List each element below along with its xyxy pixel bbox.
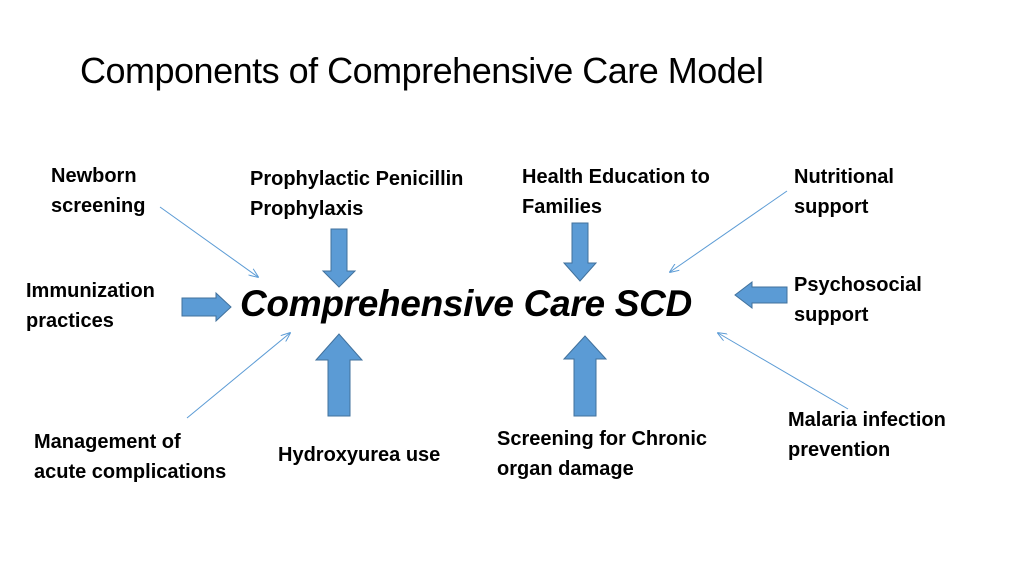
page-title: Components of Comprehensive Care Model bbox=[80, 50, 764, 91]
label-line: Nutritional bbox=[794, 166, 894, 188]
label-management-acute bbox=[34, 427, 226, 487]
thin-arrow-acute bbox=[187, 333, 290, 418]
label-nutritional-support bbox=[794, 162, 894, 222]
block-arrow-hydroxyurea bbox=[316, 334, 362, 416]
label-line: prevention bbox=[788, 439, 891, 461]
label-health-education bbox=[522, 162, 710, 222]
label-line: support bbox=[794, 196, 869, 218]
label-line: Families bbox=[522, 196, 603, 218]
label-hydroxyurea bbox=[278, 440, 440, 470]
label-screening-chronic bbox=[497, 424, 707, 484]
label-immunization-practices bbox=[26, 276, 155, 336]
label-psychosocial-support bbox=[794, 270, 922, 330]
block-arrow-screening-chronic bbox=[564, 336, 606, 416]
label-line: support bbox=[794, 304, 869, 326]
label-line: Newborn bbox=[51, 165, 137, 187]
label-line: Health Education to bbox=[522, 166, 710, 188]
label-line: Management of bbox=[34, 431, 181, 453]
label-line: Prophylactic Penicillin bbox=[250, 168, 464, 190]
label-line: Psychosocial bbox=[794, 274, 922, 296]
block-arrow-psychosocial bbox=[735, 282, 787, 308]
label-line: Immunization bbox=[26, 280, 155, 302]
label-line: organ damage bbox=[497, 458, 634, 480]
thin-arrow-newborn bbox=[160, 207, 258, 277]
label-line: Prophylaxis bbox=[250, 198, 364, 220]
label-line: Screening for Chronic bbox=[497, 428, 708, 450]
label-prophylactic-penicillin bbox=[250, 164, 463, 224]
thin-arrow-malaria bbox=[718, 333, 848, 409]
label-newborn-screening bbox=[51, 161, 145, 221]
block-arrow-penicillin bbox=[323, 229, 355, 287]
label-line: acute complications bbox=[34, 461, 227, 483]
block-arrow-health-education bbox=[564, 223, 596, 281]
label-malaria-prevention bbox=[788, 405, 946, 465]
block-arrow-immunization bbox=[182, 293, 231, 321]
label-line: screening bbox=[51, 195, 146, 217]
label-line: Malaria infection bbox=[788, 409, 946, 431]
label-line: practices bbox=[26, 310, 114, 332]
label-line: Hydroxyurea use bbox=[278, 444, 441, 466]
center-label: Comprehensive Care SCD bbox=[240, 283, 692, 324]
